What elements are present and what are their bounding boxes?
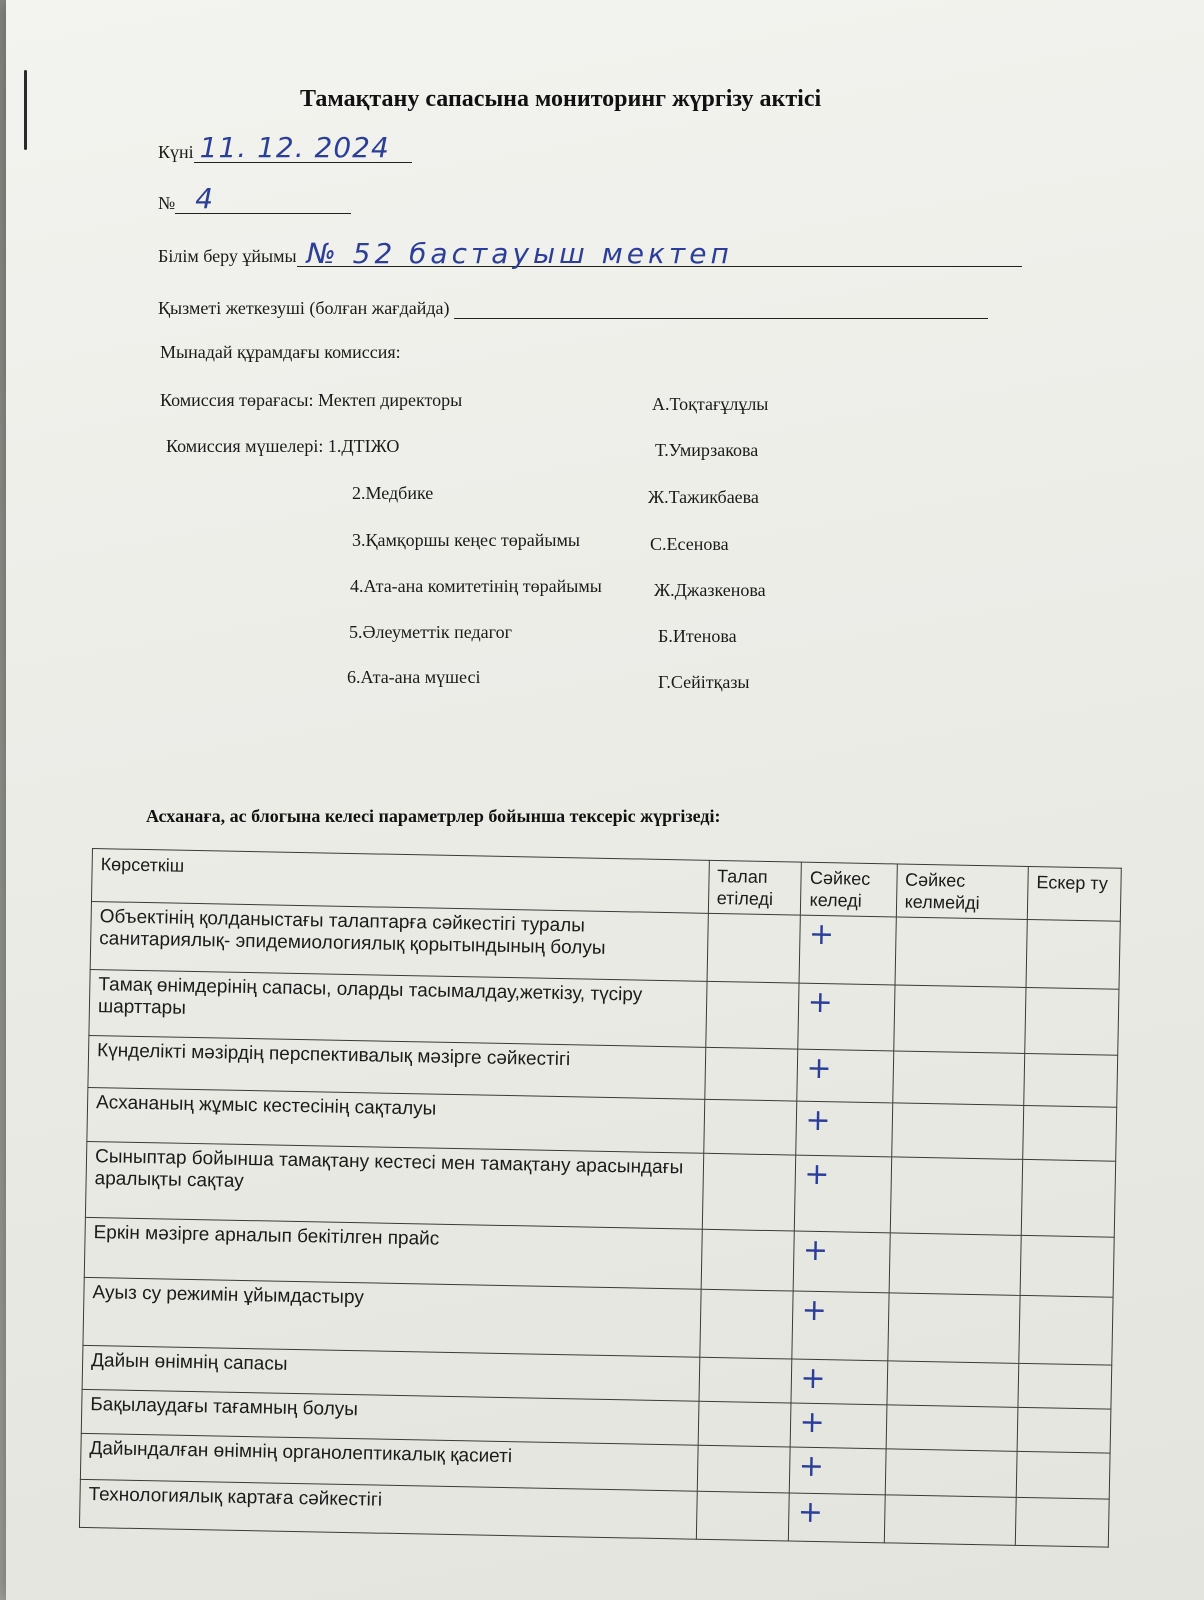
org-label: Білім беру ұйымы bbox=[158, 246, 297, 266]
compliant-cell bbox=[796, 1101, 892, 1157]
check-mark: + bbox=[804, 1156, 830, 1193]
compliant-cell bbox=[795, 1155, 892, 1233]
member-name-2: Ж.Тажикбаева bbox=[648, 487, 759, 507]
note-cell bbox=[1016, 1451, 1110, 1499]
member-role-4: 4.Ата-ана комитетінің төрайымы bbox=[350, 576, 602, 596]
noncompliant-cell bbox=[893, 985, 1026, 1054]
compliant-cell bbox=[800, 915, 896, 985]
required-cell bbox=[702, 1153, 796, 1231]
note-cell bbox=[1025, 987, 1119, 1055]
header-required: Талап етіледі bbox=[708, 860, 802, 915]
indicator-cell: Еркін мәзірге арналып бекітілген прайс bbox=[84, 1217, 702, 1289]
compliant-cell bbox=[798, 983, 894, 1051]
required-cell bbox=[704, 1047, 798, 1101]
supplier-field bbox=[454, 296, 988, 319]
number-field bbox=[175, 182, 351, 215]
member-role-2: 2.Медбике bbox=[352, 483, 434, 503]
noncompliant-cell bbox=[887, 1293, 1020, 1364]
header-noncompliant: Сәйкес келмейді bbox=[896, 864, 1028, 920]
member-role-3: 3.Қамқоршы кеңес төрайымы bbox=[352, 530, 580, 550]
indicator-cell: Сыныптар бойынша тамақтану кестесі мен тамақтану арасындағы аралықты сақтау bbox=[85, 1141, 703, 1229]
member-name-3: С.Есенова bbox=[650, 534, 729, 554]
noncompliant-cell bbox=[892, 1051, 1024, 1106]
chair-name: А.Тоқтағұлұлы bbox=[652, 394, 769, 414]
number-row bbox=[158, 182, 351, 215]
check-mark: + bbox=[805, 1102, 831, 1139]
note-cell bbox=[1020, 1235, 1114, 1297]
required-cell bbox=[701, 1229, 795, 1291]
supplier-row bbox=[158, 296, 988, 319]
header-indicator: Көрсеткіш bbox=[91, 849, 708, 914]
org-field bbox=[297, 237, 1022, 270]
required-cell bbox=[703, 1099, 797, 1155]
inspection-table bbox=[79, 848, 1122, 1548]
chair-label: Комиссия төрағасы: Мектеп директоры bbox=[160, 390, 463, 410]
member-name-1: Т.Умирзакова bbox=[655, 440, 759, 460]
required-cell bbox=[696, 1491, 790, 1541]
binder-mark bbox=[24, 70, 27, 150]
commission-intro: Мынадай құрамдағы комиссия: bbox=[160, 342, 401, 362]
required-cell bbox=[705, 981, 799, 1049]
indicator-cell: Ауыз су режимін ұйымдастыру bbox=[83, 1277, 701, 1357]
check-mark: + bbox=[799, 1404, 826, 1441]
check-mark: + bbox=[806, 1050, 832, 1087]
noncompliant-cell bbox=[885, 1449, 1017, 1498]
compliant-cell bbox=[791, 1359, 887, 1405]
member-name-4: Ж.Джазкенова bbox=[654, 580, 766, 600]
org-value: № 52 бастауыш мектеп bbox=[306, 237, 733, 270]
note-cell bbox=[1015, 1497, 1109, 1547]
date-value: 11. 12. 2024 bbox=[199, 131, 390, 164]
check-mark: + bbox=[808, 916, 835, 953]
check-mark: + bbox=[798, 1448, 825, 1485]
required-cell bbox=[707, 913, 801, 983]
note-cell bbox=[1019, 1295, 1113, 1365]
note-cell bbox=[1018, 1363, 1112, 1409]
date-row bbox=[158, 131, 412, 164]
compliant-cell bbox=[790, 1447, 886, 1495]
members-label: Комиссия мүшелері: 1.ДТІЖО bbox=[166, 436, 400, 456]
header-note: Ескер ту bbox=[1027, 866, 1121, 921]
compliant-cell bbox=[792, 1291, 888, 1361]
note-cell bbox=[1026, 919, 1120, 989]
check-mark: + bbox=[807, 984, 834, 1021]
indicator-cell: Технологиялық картаға сәйкестігі bbox=[79, 1479, 696, 1539]
note-cell bbox=[1021, 1159, 1115, 1237]
number-value: 4 bbox=[195, 182, 215, 215]
note-cell bbox=[1023, 1105, 1117, 1161]
noncompliant-cell bbox=[889, 1233, 1022, 1296]
member-role-6: 6.Ата-ана мүшесі bbox=[347, 667, 481, 687]
indicator-cell: Асхананың жұмыс кестесінің сақталуы bbox=[87, 1087, 704, 1153]
member-name-5: Б.Итенова bbox=[658, 626, 737, 646]
indicator-cell: Дайындалған өнімнің органолептикалық қасиеті bbox=[80, 1433, 697, 1491]
indicator-cell: Күнделікті мәзірдің перспективалық мәзірге сәйкестігі bbox=[88, 1035, 705, 1099]
compliant-cell bbox=[794, 1231, 890, 1293]
section-title: Асханаға, ас блогына келесі параметрлер бойынша тексеріс жүргізеді: bbox=[146, 806, 721, 826]
check-mark: + bbox=[801, 1292, 828, 1329]
noncompliant-cell bbox=[886, 1405, 1018, 1452]
date-label: Күні bbox=[158, 142, 194, 162]
supplier-label: Қызметі жеткезуші (болған жағдайда) bbox=[158, 298, 450, 318]
note-cell bbox=[1024, 1053, 1118, 1107]
compliant-cell bbox=[791, 1403, 887, 1449]
required-cell bbox=[699, 1357, 793, 1403]
required-cell bbox=[699, 1289, 793, 1359]
indicator-cell: Объектінің қолданыстағы талаптарға сәйкестігі туралы санитариялық- эпидемиологиялық қорытындының болуы bbox=[90, 901, 708, 981]
member-role-5: 5.Әлеуметтік педагог bbox=[349, 622, 512, 642]
indicator-cell: Дайын өнімнің сапасы bbox=[82, 1345, 699, 1401]
page-title: Тамақтану сапасына мониторинг жүргізу актісі bbox=[300, 86, 822, 112]
noncompliant-cell bbox=[891, 1103, 1023, 1160]
check-mark: + bbox=[800, 1360, 826, 1397]
check-mark: + bbox=[802, 1232, 829, 1269]
header-compliant: Сәйкес келеді bbox=[801, 862, 897, 917]
number-label: № bbox=[158, 193, 176, 213]
org-row bbox=[158, 237, 1022, 270]
note-cell bbox=[1017, 1407, 1111, 1453]
date-field bbox=[194, 131, 412, 164]
required-cell bbox=[698, 1401, 792, 1447]
member-name-6: Г.Сейітқазы bbox=[658, 672, 750, 692]
noncompliant-cell bbox=[887, 1361, 1019, 1408]
compliant-cell bbox=[789, 1493, 885, 1543]
required-cell bbox=[697, 1445, 791, 1493]
noncompliant-cell bbox=[884, 1495, 1016, 1546]
noncompliant-cell bbox=[890, 1157, 1023, 1236]
check-mark: + bbox=[797, 1494, 824, 1531]
compliant-cell bbox=[797, 1049, 893, 1103]
indicator-cell: Бақылаудағы тағамның болуы bbox=[81, 1389, 698, 1445]
noncompliant-cell bbox=[895, 917, 1028, 988]
indicator-cell: Тамақ өнімдерінің сапасы, оларды тасымалдау,жеткізу, түсіру шарттары bbox=[89, 969, 707, 1047]
